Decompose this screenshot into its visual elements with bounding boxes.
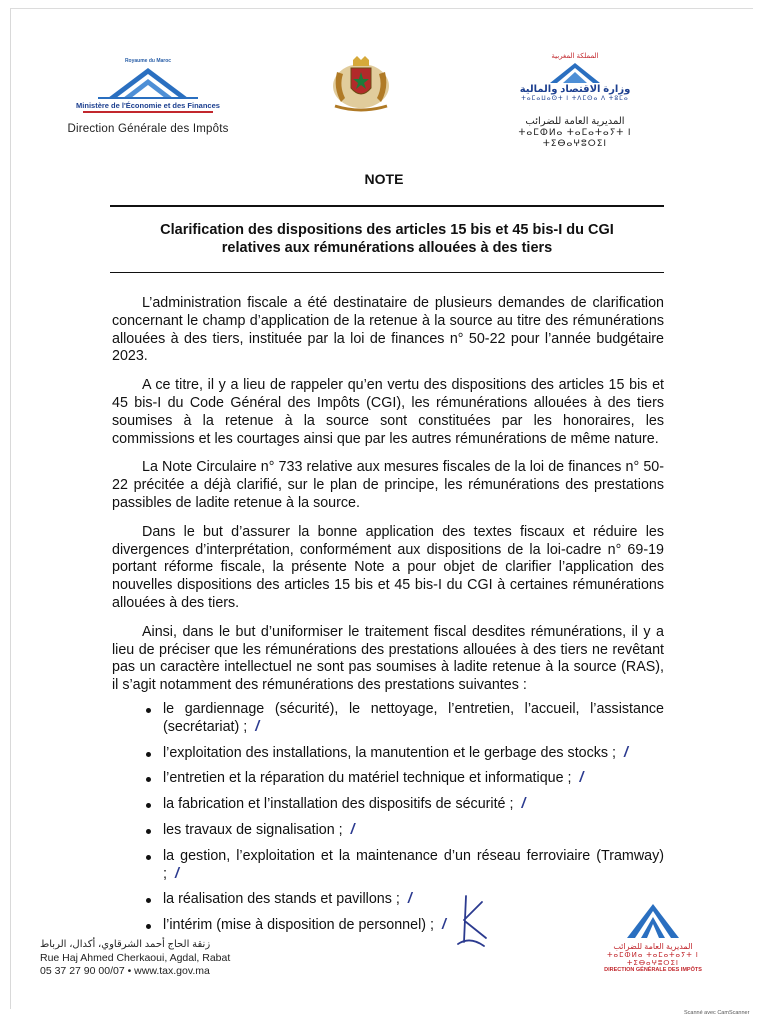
check-mark-icon: / — [407, 891, 412, 908]
list-item: l’entretien et la réparation du matériel technique et informatique ; / — [146, 770, 664, 788]
address: Rue Haj Ahmed Cherkaoui, Agdal, Rabat — [40, 951, 231, 964]
subject-heading — [90, 221, 684, 257]
footer-address — [40, 938, 230, 979]
check-mark-icon: / — [624, 744, 628, 761]
header-left — [58, 58, 238, 135]
ar-address: زنقة الحاج أحمد الشرقاوي، أكدال، الرباط — [40, 939, 211, 950]
dgi-label: Direction Générale des Impôts — [67, 123, 229, 135]
contact-line: 05 37 27 90 00/07 • www.tax.gov.ma — [40, 965, 210, 977]
paragraph: La Note Circulaire n° 733 relative aux mesures fiscales de la loi de finances n° 50-22 précitée a déjà clarifié, sur le plan de principe, les rémunérations des prestations passibles de ladite retenue à la source. — [112, 459, 664, 511]
ministry-underline — [83, 111, 213, 113]
note-body — [112, 295, 664, 943]
footer-logo-fr: DIRECTION GÉNÉRALE DES IMPÔTS — [604, 967, 702, 973]
subject-line-1: Clarification des dispositions des articles 15 bis et 45 bis-I du CGI — [160, 222, 614, 238]
tifinagh-ministry-label: ⵜⴰⵎⴰⵡⴰⵙⵜ ⵏ ⵜⴷⵎⵙⴰ ⴷ ⵜⵓⵎⴰ — [521, 96, 629, 102]
bullet-icon — [146, 752, 151, 757]
bullet-icon — [146, 898, 151, 903]
bullet-icon — [146, 777, 151, 782]
check-mark-icon: / — [255, 718, 260, 735]
bullet-icon — [146, 708, 151, 713]
tifinagh-dgi-label: ⵜⴰⵎⵀⵍⴰ ⵜⴰⵎⴰⵜⴰⵢⵜ ⵏ ⵜⵉⴱⴰⵖⵓⵔⵉⵏ — [518, 127, 632, 148]
paragraph: A ce titre, il y a lieu de rappeler qu’en vertu des dispositions des articles 15 bis et 45 bis-I du Code Général des Impôts (CGI), les rémunérations allouées à des tiers soumises à la retenue à la source sont constituées par les honoraires, les commissions et les courtages ainsi que par les autres rémunérations de même nature. — [112, 377, 664, 447]
kingdom-label: Royaume du Maroc — [124, 58, 172, 64]
list-item: l’intérim (mise à disposition de personnel) ; / — [146, 917, 664, 935]
title-rule-top — [110, 205, 664, 207]
list-item: l’exploitation des installations, la manutention et le gerbage des stocks ; / — [146, 745, 664, 763]
footer-logo-ar: المديرية العامة للضرائب — [613, 942, 693, 951]
list-item: la gestion, l’exploitation et la maintenance d’un réseau ferroviaire (Tramway) ; / — [146, 848, 664, 884]
ministry-name: Ministère de l'Économie et des Finances — [76, 101, 220, 110]
check-mark-icon: / — [579, 770, 584, 787]
scanner-watermark: Scanné avec CamScanner — [684, 1010, 750, 1016]
ar-dgi-label: المديرية العامة للضرائب — [525, 116, 625, 127]
dgi-logo-icon — [625, 902, 681, 940]
footer-logo — [598, 902, 708, 973]
check-mark-icon: / — [441, 917, 446, 934]
paragraph: L’administration fiscale a été destinataire de plusieurs demandes de clarification concernant le champ d’application de la retenue à la source au titre des rémunérations allouées à des tiers, instituée par la loi de finances n° 50-22 pour l’année budgétaire 2023. — [112, 295, 664, 365]
paragraph: Dans le but d’assurer la bonne application des textes fiscaux et réduire les divergences d’interprétation, conformément aux dispositions de la loi-cadre n° 69-19 portant réforme fiscale, la présente Note a pour objet de clarifier l’application des nouvelles dispositions des articles 15 bis et 45 bis-I du CGI à certaines rémunérations allouées à des tiers. — [112, 523, 664, 611]
note-title: NOTE — [364, 171, 404, 187]
subject-line-2: relatives aux rémunérations allouées à des tiers — [221, 240, 553, 256]
check-mark-icon: / — [350, 821, 355, 838]
footer-logo-tif: ⵜⴰⵎⵀⵍⴰ ⵜⴰⵎⴰⵜⴰⵢⵜ ⵏ ⵜⵉⴱⴰⵖⵓⵔⵉⵏ — [607, 952, 699, 967]
list-item: les travaux de signalisation ; / — [146, 822, 664, 840]
ministry-logo-right-icon — [540, 62, 610, 84]
bullet-icon — [146, 803, 151, 808]
paragraph: Ainsi, dans le but d’uniformiser le traitement fiscal desdites rémunérations, il y a lieu de préciser que les rémunérations des prestations allouées à des tiers ne revêtant pas un caractère intellectuel ne sont pas soumises à ladite retenue à la source (RAS), il s’agit notamment des rémunérations des prestations suivantes : — [112, 623, 664, 694]
ar-kingdom-label: المملكة المغربية — [551, 53, 599, 60]
list-item: la fabrication et l’installation des dispositifs de sécurité ; / — [146, 796, 664, 814]
check-mark-icon: / — [174, 865, 179, 882]
bullet-icon — [146, 829, 151, 834]
bullet-icon — [146, 855, 151, 860]
bullet-icon — [146, 924, 151, 929]
list-item: le gardiennage (sécurité), le nettoyage, l’entretien, l’accueil, l’assistance (secrétariat) ; / — [146, 701, 664, 737]
list-item: la réalisation des stands et pavillons ; / — [146, 891, 664, 909]
signature-mark-icon — [452, 892, 492, 950]
ministry-logo-icon — [88, 66, 208, 100]
check-mark-icon: / — [521, 796, 526, 813]
header-right — [510, 52, 640, 149]
title-rule-bottom — [110, 272, 664, 273]
exempt-services-list — [146, 701, 664, 935]
ar-ministry-label: وزارة الاقتصاد والمالية — [519, 84, 631, 95]
coat-of-arms-icon — [325, 52, 397, 114]
